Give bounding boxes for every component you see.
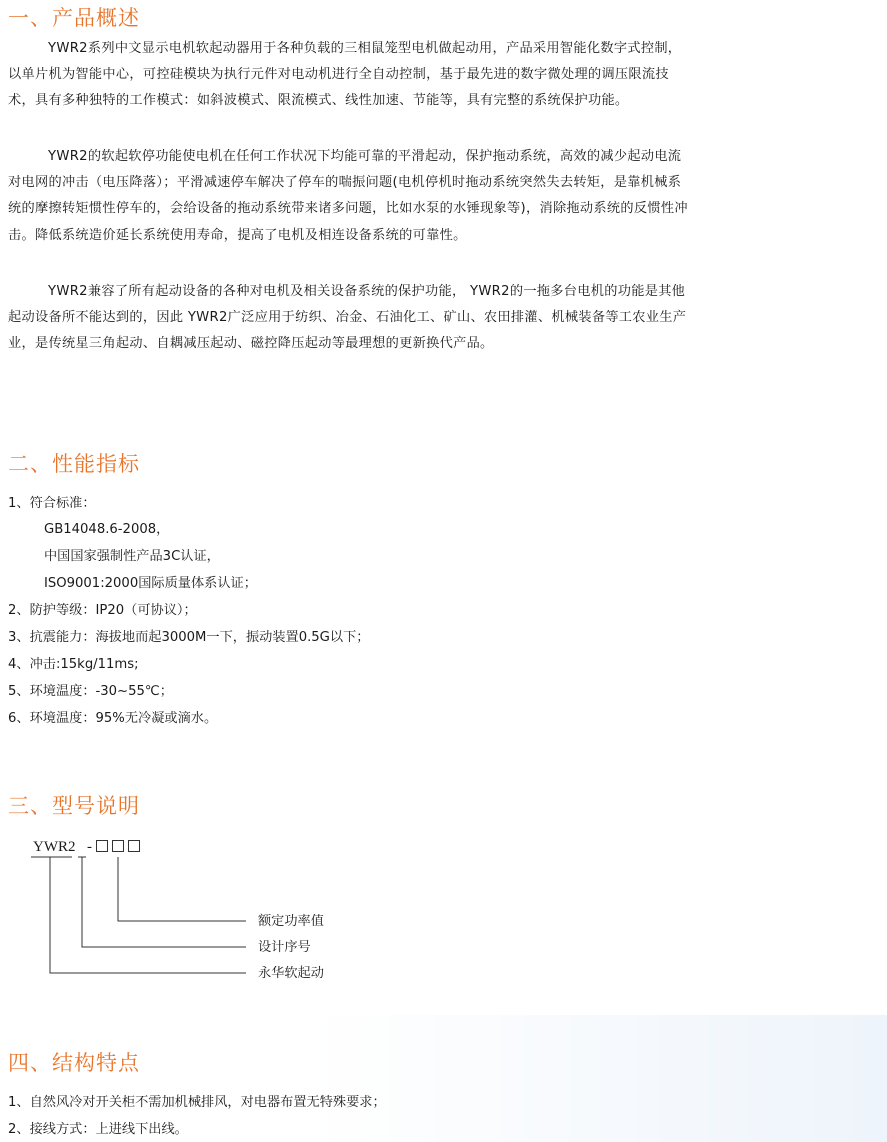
leader-line-brand (50, 857, 246, 973)
overview-paragraph-3 (8, 279, 688, 358)
model-diagram (0, 820, 400, 990)
section-title-overview: 一、产品概述 (8, 6, 140, 30)
overview-paragraph-1 (8, 36, 688, 115)
performance-item-humidity: 6、环境温度：95%无冷凝或滴水。 (8, 711, 218, 726)
section-title-structure: 四、结构特点 (8, 1051, 140, 1075)
performance-item-standard: 1、符合标准： (8, 496, 96, 511)
performance-item-temperature: 5、环境温度：-30~55℃； (8, 684, 173, 699)
model-code: YWR2 (33, 839, 76, 855)
performance-item-impact: 4、冲击:15kg/11ms; (8, 657, 139, 672)
structure-item-wiring: 2、接线方式：上进线下出线。 (8, 1122, 188, 1137)
legend-label-design: 设计序号 (258, 940, 311, 955)
section-title-model: 三、型号说明 (8, 794, 140, 818)
legend-label-power: 额定功率值 (258, 914, 324, 929)
performance-item-seismic: 3、抗震能力：海拔地而起3000M一下，振动装置0.5G以下； (8, 630, 370, 645)
performance-item-iso: ISO9001:2000国际质量体系认证； (44, 576, 257, 591)
leader-line-power (118, 857, 246, 921)
overview-paragraph-1-text: YWR2系列中文显示电机软起动器用于各种负载的三相鼠笼型电机做起动用，产品采用智能化数字式控制，以单片机为智能中心，可控硅模块为执行元件对电动机进行全自动控制，基于最先进的数字微处理的调压限流技术，具有多种独特的工作模式：如斜波模式、限流模式、线性加速、节能等，具有完整的系统保护功能。 (8, 41, 682, 109)
performance-item-gb: GB14048.6-2008， (44, 522, 170, 537)
overview-paragraph-2-text: YWR2的软起软停功能使电机在任何工作状况下均能可靠的平滑起动，保护拖动系统，高效的减少起动电流对电网的冲击（电压降落）；平滑减速停车解决了停车的喘振问题(电机停机时拖动系统突然失去转矩，是靠机械系统的摩擦转矩惯性停车的，会给设备的拖动系统带来诸多问题，比如水泵的水锤现象等)，消除拖动系统的反惯性冲击。降低系统造价延长系统使用寿命，提高了电机及相连设备系统的可靠性。 (8, 149, 688, 243)
structure-item-cooling: 1、自然风冷对开关柜不需加机械排风，对电器布置无特殊要求； (8, 1095, 386, 1110)
legend-label-brand: 永华软起动 (258, 966, 324, 981)
leader-line-design (82, 857, 246, 947)
section-title-performance: 二、性能指标 (8, 452, 140, 476)
performance-item-3c: 中国国家强制性产品3C认证， (44, 549, 220, 564)
overview-paragraph-2 (8, 144, 688, 249)
model-dash: - (87, 839, 92, 855)
performance-item-protection: 2、防护等级：IP20（可协议）； (8, 603, 197, 618)
overview-paragraph-3-text: YWR2兼容了所有起动设备的各种对电机及相关设备系统的保护功能， YWR2的一拖多台电机的功能是其他起动设备所不能达到的，因此 YWR2广泛应用于纺织、冶金、石油化工、矿山、农田排灌、机械装备等工农业生产业，是传统星三角起动、自耦减压起动、磁控降压起动等最理想的更新换代产品。 (8, 284, 687, 352)
